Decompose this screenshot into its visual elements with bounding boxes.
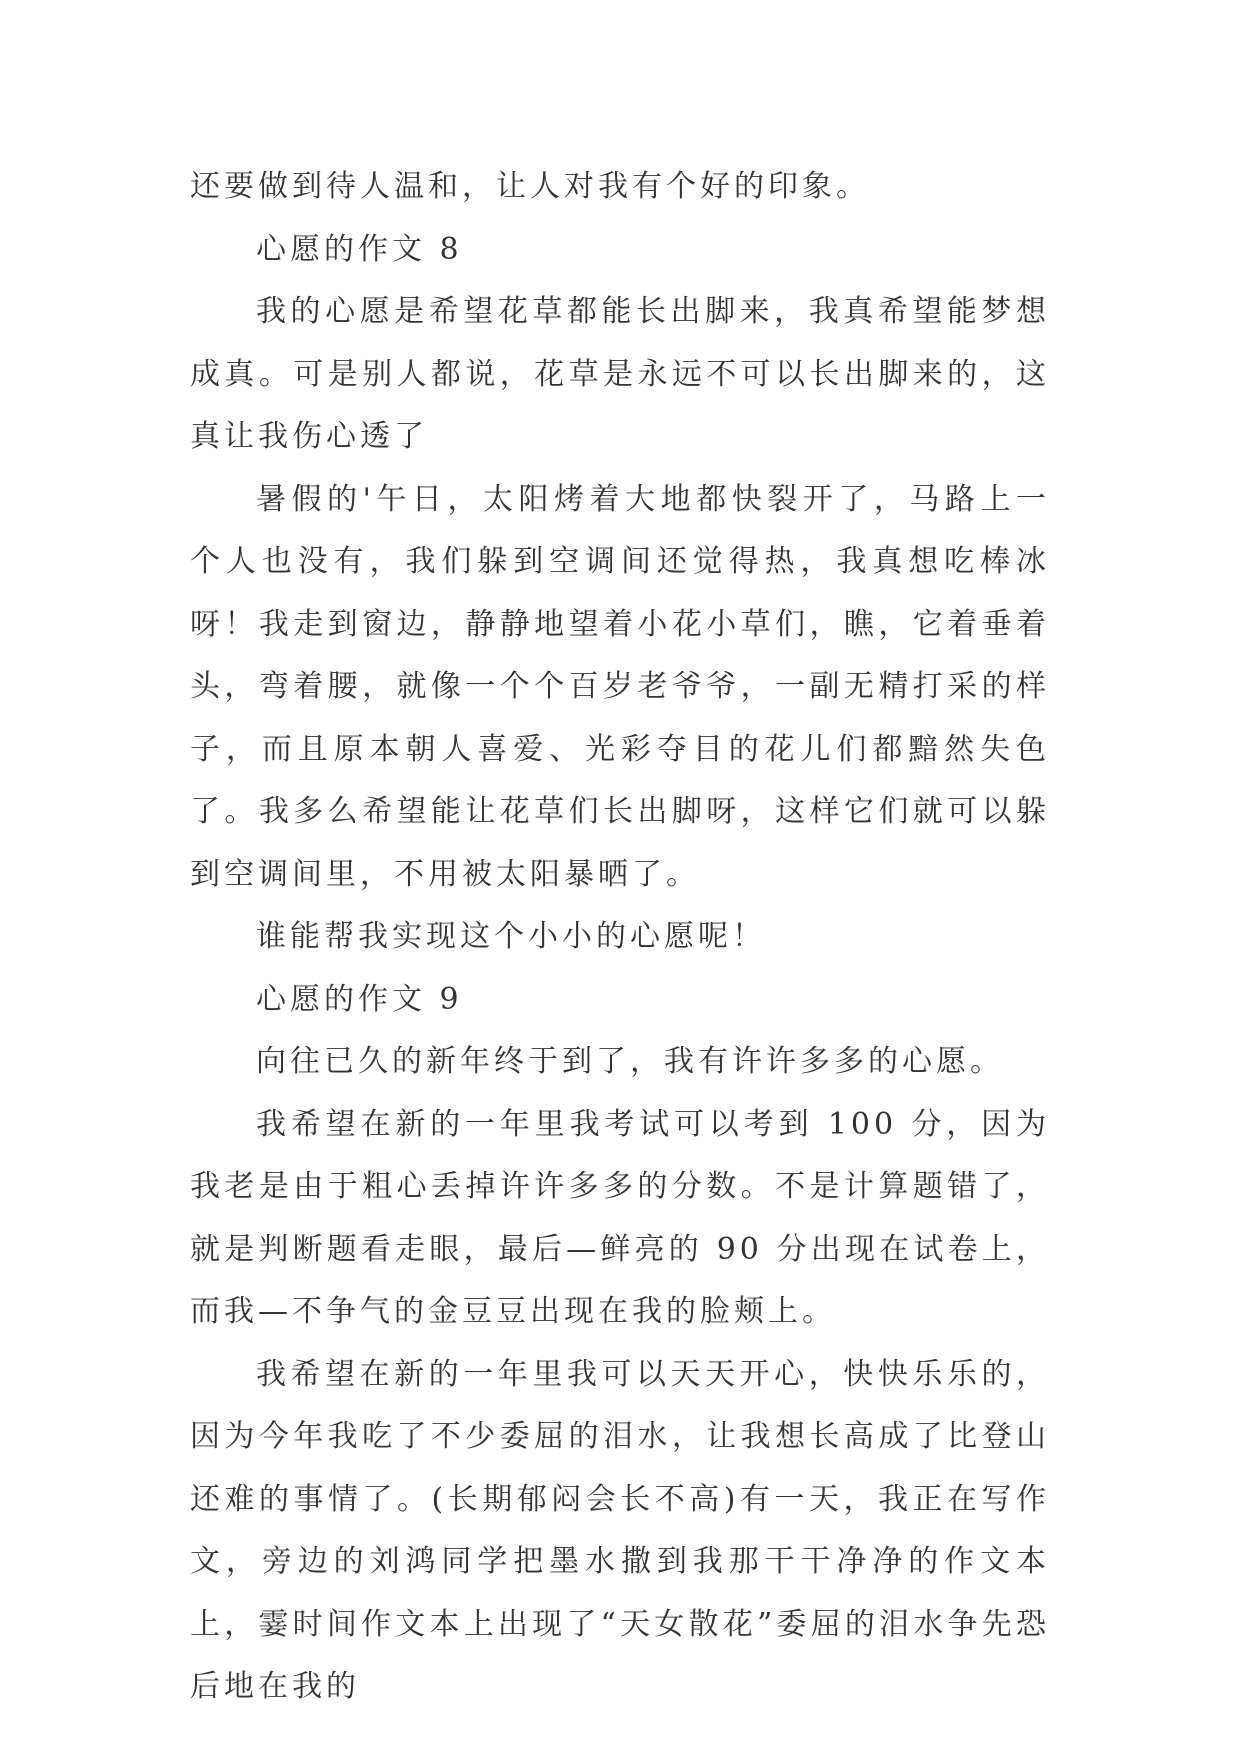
document-body bbox=[190, 156, 1050, 1719]
paragraph: 谁能帮我实现这个小小的心愿呢！ bbox=[256, 919, 766, 954]
essay-heading: 心愿的作文 9 bbox=[256, 981, 463, 1017]
essay-heading: 心愿的作文 8 bbox=[256, 231, 463, 267]
paragraph: 还要做到待人温和，让人对我有个好的印象。 bbox=[190, 169, 870, 204]
paragraph: 我希望在新的一年里我考试可以考到 100 分，因为我老是由于粗心丢掉许许多多的分数。不是计算题错了，就是判断题看走眼，最后—鲜亮的 90 分出现在试卷上，而我—不争气的金豆豆出现在我的脸颊上。 bbox=[190, 1106, 1050, 1329]
paragraph: 暑假的'午日，太阳烤着大地都快裂开了，马路上一个人也没有，我们躲到空调间还觉得热，我真想吃棒冰呀！我走到窗边，静静地望着小花小草们，瞧，它着垂着头，弯着腰，就像一个个百岁老爷爷，一副无精打采的样子，而且原本朝人喜爱、光彩夺目的花儿们都黯然失色了。我多么希望能让花草们长出脚呀，这样它们就可以躲到空调间里，不用被太阳暴晒了。 bbox=[190, 481, 1050, 892]
paragraph: 我的心愿是希望花草都能长出脚来，我真希望能梦想成真。可是别人都说，花草是永远不可以长出脚来的，这真让我伤心透了 bbox=[190, 294, 1050, 454]
paragraph: 我希望在新的一年里我可以天天开心，快快乐乐的，因为今年我吃了不少委屈的泪水，让我想长高成了比登山还难的事情了。(长期郁闷会长不高)有一天，我正在写作文，旁边的刘鸿同学把墨水撒到我那干干净净的作文本上，霎时间作文本上出现了“天女散花”委屈的泪水争先恐后地在我的 bbox=[190, 1356, 1050, 1704]
paragraph: 向往已久的新年终于到了，我有许许多多的心愿。 bbox=[256, 1044, 1004, 1079]
